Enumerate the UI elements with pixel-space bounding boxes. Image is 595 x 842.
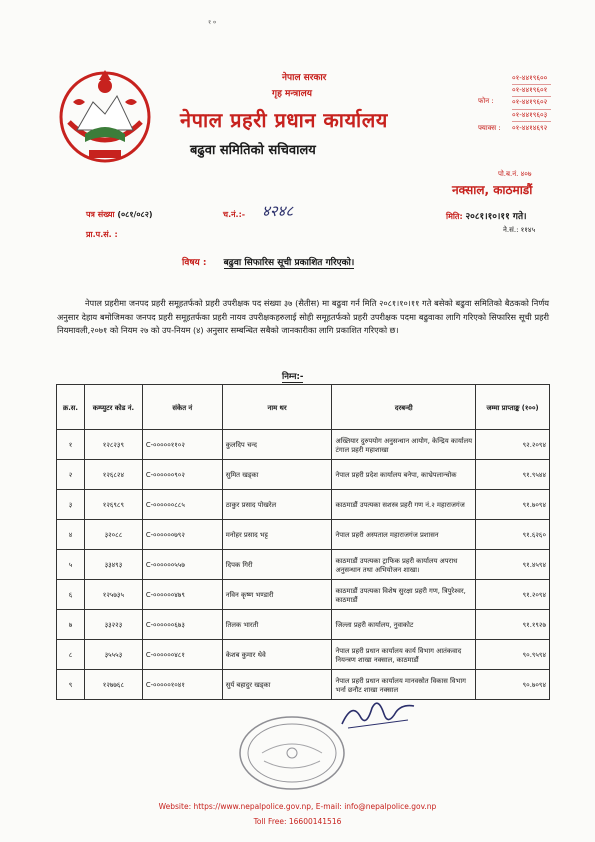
column-header: संकेत नं bbox=[142, 385, 222, 430]
serial-cell: ६ bbox=[57, 580, 85, 610]
phone-number: ०१-४४१९६०२ bbox=[512, 97, 551, 109]
code-cell: ३३४९३ bbox=[84, 550, 142, 580]
table-row bbox=[57, 640, 550, 670]
symbol-cell: C-००००००४७९ bbox=[142, 580, 222, 610]
table-row bbox=[57, 670, 550, 700]
column-header: दरबन्दी bbox=[332, 385, 476, 430]
serial-cell: ७ bbox=[57, 610, 85, 640]
table-row bbox=[57, 520, 550, 550]
phone-number: ०१-४४१९६०३ bbox=[512, 110, 551, 122]
name-cell: दिपक गिरी bbox=[222, 550, 332, 580]
symbol-cell: C-००००००८८५ bbox=[142, 490, 222, 520]
name-cell: केशब कुमार थेवे bbox=[222, 640, 332, 670]
code-cell: १२७७६८ bbox=[84, 670, 142, 700]
name-cell: सुमित खड्का bbox=[222, 460, 332, 490]
date-label: मिति: bbox=[446, 212, 463, 221]
name-cell: नविन कृष्ण भण्डारी bbox=[222, 580, 332, 610]
symbol-cell: C-००००००९०२ bbox=[142, 460, 222, 490]
secretariat-name: बढुवा समितिको सचिवालय bbox=[190, 143, 316, 158]
nepal-sambat-ref: ने.सं.: ११४५ bbox=[503, 226, 536, 234]
posting-cell: काठमाडौं उपत्यका सशस्त्र प्रहरी गण नं.२ महाराजगंज bbox=[332, 490, 476, 520]
ministry-name: गृह मन्त्रालय bbox=[272, 89, 312, 99]
name-cell: ठाकुर प्रसाद पोखरेल bbox=[222, 490, 332, 520]
fax-label: फ्याक्स : bbox=[478, 124, 501, 132]
serial-cell: ५ bbox=[57, 550, 85, 580]
body-paragraph: नेपाल प्रहरीमा जनपद प्रहरी समूहतर्फको प्रहरी उपरीक्षक पद संख्या ३७ (सैतीस) मा बढुवा गर्न मिति २०८१।१०।११ गते बसेको बढुवा समितिको बैठकको निर्णय अनुसार देहाय बमोजिमका जनपद प्रहरी समूहतर्फका प्रहरी नायव उपरीक्षकहरुलाई सोही समूहतर्फको प्रहरी उपरीक्षक पदमा बढुवाका लागि गरिएको सिफारिस सूची प्रहरी नियमावली,२०७१ को नियम २७ को उप-नियम (४) अनुसार सम्बन्धित सबैको जानकारीका लागि प्रकाशित गरिएको छ। bbox=[57, 298, 549, 335]
posting-cell: काठमाडौं उपत्यका विशेष सुरक्षा प्रहरी गण, त्रिपुरेश्वर, काठमाडौं bbox=[332, 580, 476, 610]
code-cell: १२८२३९ bbox=[84, 430, 142, 460]
column-header: जम्मा प्राप्ताङ्क (१००) bbox=[476, 385, 550, 430]
posting-cell: नेपाल प्रहरी प्रधान कार्यालय कार्य विभाग आतंकवाद नियन्त्रण शाखा नक्साल, काठमाडौं bbox=[332, 640, 476, 670]
pras-label: प्रा.प.सं. : bbox=[86, 230, 118, 239]
fax-number: ०१-४४१४६९२ bbox=[512, 124, 548, 132]
government-name: नेपाल सरकार bbox=[282, 73, 327, 83]
name-cell: सुर्य बहादुर खड्का bbox=[222, 670, 332, 700]
column-header: नाम थर bbox=[222, 385, 332, 430]
dispatch-label: च.नं.:- bbox=[223, 210, 246, 219]
office-location: नक्साल, काठमाडौं bbox=[452, 183, 533, 197]
posting-cell: जिल्ला प्रहरी कार्यालय, नुवाकोट bbox=[332, 610, 476, 640]
posting-cell: अख्तियार दुरुपयोग अनुसन्धान आयोग, केन्द्रिय कार्यालय टंगाल प्रहरी महाशाखा bbox=[332, 430, 476, 460]
phone-number: ०१-४४१९६०० bbox=[512, 73, 551, 85]
score-cell: ९०.७०९४ bbox=[476, 670, 550, 700]
table-row bbox=[57, 430, 550, 460]
signature-icon bbox=[338, 694, 418, 734]
table-row bbox=[57, 550, 550, 580]
score-cell: ९१.७०९४ bbox=[476, 490, 550, 520]
table-row bbox=[57, 610, 550, 640]
subject-text: बढुवा सिफारिस सूची प्रकाशित गरिएको। bbox=[223, 258, 355, 268]
score-cell: ९१.२०९४ bbox=[476, 580, 550, 610]
recommendation-table bbox=[56, 384, 550, 700]
code-cell: ३५५५३ bbox=[84, 640, 142, 670]
symbol-cell: C-००००००५५७ bbox=[142, 550, 222, 580]
dispatch-number-handwritten: ४२४८ bbox=[262, 202, 294, 220]
table-row bbox=[57, 460, 550, 490]
code-cell: १२६८२४ bbox=[84, 460, 142, 490]
table-row bbox=[57, 490, 550, 520]
letter-number-value: (०८१/०८२) bbox=[117, 210, 153, 219]
symbol-cell: C-०००००११०२ bbox=[142, 430, 222, 460]
code-cell: ३३२२३ bbox=[84, 610, 142, 640]
footer-toll-free: Toll Free: 16600141516 bbox=[253, 817, 342, 826]
letter-number bbox=[86, 209, 153, 220]
symbol-cell: C-००००००४८१ bbox=[142, 640, 222, 670]
symbol-cell: C-०००००१०४१ bbox=[142, 670, 222, 700]
posting-cell: काठमाडौं उपत्यका ट्राफिक प्रहरी कार्यालय अपराध अनुसन्धान तथा अभियोजन शाखा। bbox=[332, 550, 476, 580]
serial-cell: १ bbox=[57, 430, 85, 460]
phone-number: ०१-४४१९६०१ bbox=[512, 85, 551, 97]
score-cell: ९०.९५९४ bbox=[476, 640, 550, 670]
serial-cell: ४ bbox=[57, 520, 85, 550]
posting-cell: नेपाल प्रहरी अस्पताल महाराजगंज प्रशासन bbox=[332, 520, 476, 550]
serial-cell: २ bbox=[57, 460, 85, 490]
column-header: कम्प्युटर कोड नं. bbox=[84, 385, 142, 430]
name-cell: तिलक भारती bbox=[222, 610, 332, 640]
name-cell: कुलदिप चन्द bbox=[222, 430, 332, 460]
po-box: पो.ब.नं. ४०७ bbox=[498, 170, 532, 178]
posting-cell: नेपाल प्रहरी प्रदेश कार्यालय बनेपा, काभ्रेपलान्चोक bbox=[332, 460, 476, 490]
list-title: निम्न:- bbox=[282, 372, 304, 382]
office-seal-icon bbox=[232, 705, 352, 795]
serial-cell: ९ bbox=[57, 670, 85, 700]
column-header: क्र.स. bbox=[57, 385, 85, 430]
code-cell: १२५७३५ bbox=[84, 580, 142, 610]
table-row bbox=[57, 580, 550, 610]
office-name: नेपाल प्रहरी प्रधान कार्यालय bbox=[180, 108, 388, 132]
subject-line bbox=[182, 255, 354, 268]
phone-label: फोन : bbox=[478, 97, 494, 105]
date-value: २०८१।१०।११ गते। bbox=[465, 212, 527, 222]
score-cell: ९१.९५४४ bbox=[476, 460, 550, 490]
letter-date bbox=[446, 209, 527, 222]
serial-cell: ८ bbox=[57, 640, 85, 670]
subject-label: विषय : bbox=[182, 258, 207, 268]
name-cell: मनोहर प्रसाद भट्ट bbox=[222, 520, 332, 550]
code-cell: ३२०८८ bbox=[84, 520, 142, 550]
score-cell: ९२.२०९४ bbox=[476, 430, 550, 460]
posting-cell: नेपाल प्रहरी प्रधान कार्यालय मानवस्रोत विकास विभाग भर्ना छनौट शाखा नक्साल bbox=[332, 670, 476, 700]
footer-contact: Website: https://www.nepalpolice.gov.np, E-mail: info@nepalpolice.gov.np bbox=[158, 802, 437, 811]
score-cell: ९१.६२६० bbox=[476, 520, 550, 550]
letter-number-label: पत्र संख्या bbox=[86, 210, 115, 219]
serial-cell: ३ bbox=[57, 490, 85, 520]
phone-list bbox=[512, 73, 551, 122]
symbol-cell: C-००००००६७३ bbox=[142, 610, 222, 640]
nepal-emblem-icon bbox=[55, 62, 155, 172]
symbol-cell: C-००००००७९२ bbox=[142, 520, 222, 550]
score-cell: ९१.४५९४ bbox=[476, 550, 550, 580]
table-header-row bbox=[57, 385, 550, 430]
score-cell: ९१.१९२७ bbox=[476, 610, 550, 640]
top-mark: १ ० bbox=[208, 19, 217, 26]
code-cell: १२६९८९ bbox=[84, 490, 142, 520]
